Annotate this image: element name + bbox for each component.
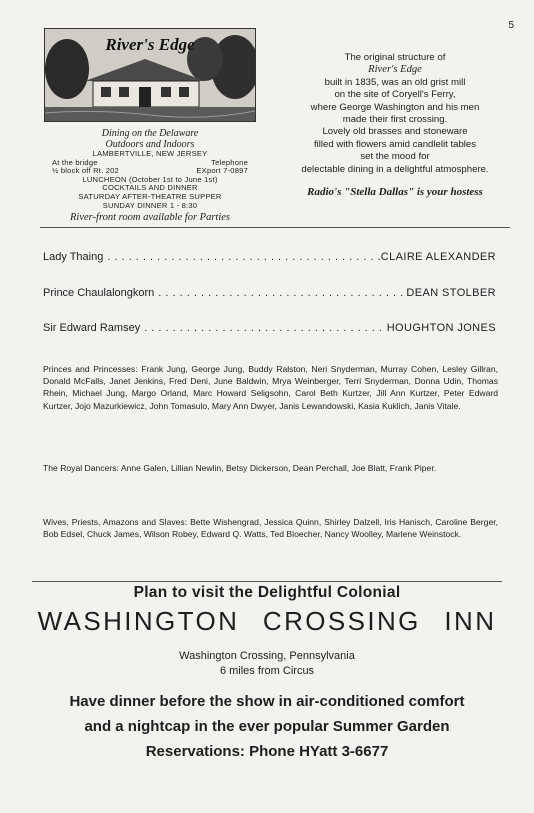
leader-dots [140,322,387,334]
cast-role: Lady Thaing [43,251,104,263]
inn-promo-line: and a nightcap in the ever popular Summer Garden [84,718,450,735]
page-number: 5 [508,20,514,31]
description-line: made their first crossing. [342,114,448,126]
rivers-edge-description [266,52,524,198]
divider-top [40,227,510,228]
description-line: on the site of Coryell's Ferry, [334,89,456,101]
description-line: Lovely old brasses and stoneware [322,126,468,138]
cast-actor: HOUGHTON JONES [386,322,496,334]
cast-line [43,287,496,299]
ensemble-princes: Princes and Princesses: Frank Jung, George Jung, Buddy Ralston, Neri Snyderman, Murray Cohen, Lesley Gillran, Donald McFalls, Janet Jenkins, Fred Deni, June Baldwin, Mrya Weinberger, Terri Snyderman, Donna Udin, Thomas Rhein, Michael Jung, Margo Orland, Marc Howard Seligsohn, Carol Beth Kurtzer, Jill Ann Kurtzer, Peter Edward Kurtzer, Jojo Mazurkiewicz, John Tomasulo, Mary Ann Dwyer, Janis Lewandowski, Kasia Kuklich, Janis Vitale. [43,364,498,411]
ensemble-wives-priests: Wives, Priests, Amazons and Slaves: Bette Wishengrad, Jessica Quinn, Shirley Dalzell, Iris Hanisch, Caroline Berger, Bob Edsel, Chuck James, Wilson Robey, Edward Q. Watts, Ted Bloecher, Nancy Woolley, Marlene Weinstock. [43,517,498,540]
rivers-edge-location: LAMBERTVILLE, NEW JERSEY [92,149,208,158]
dining-line-2: Outdoors and Indoors [105,139,195,150]
inn-plan-text: Plan to visit the Delightful Colonial [133,584,401,601]
bridge-text: At the bridge [52,157,98,167]
inn-promo-line: Have dinner before the show in air-conditioned comfort [69,693,465,710]
washington-inn-ad [20,584,514,764]
cast-actor: CLAIRE ALEXANDER [380,251,496,263]
description-title: River's Edge [368,64,422,76]
inn-reservations: Reservations: Phone HYatt 3-6677 [145,743,389,760]
luncheon-text: LUNCHEON (October 1st to June 1st) [82,174,218,184]
block-text: ½ block off Rt. 202 [52,166,119,176]
dining-line-1: Dining on the Delaware [101,128,199,139]
cast-actor: DEAN STOLBER [406,287,496,299]
sunday-text: SUNDAY DINNER 1 - 8:30 [102,200,198,210]
ensemble-royal-dancers: The Royal Dancers: Anne Galen, Lillian Newlin, Betsy Dickerson, Dean Perchall, Joe Blatt, Frank Piper. [43,463,437,473]
saturday-text: SATURDAY AFTER-THEATRE SUPPER [78,191,222,201]
leader-dots [154,287,406,299]
telephone-label: Telephone [211,157,248,167]
hostess-text: Radio's "Stella Dallas" is your hostess [307,186,483,199]
rivers-edge-logo-text: River's Edge [105,35,195,54]
divider-bottom [32,581,502,582]
inn-location: Washington Crossing, Pennsylvania [179,650,355,662]
cast-role: Prince Chaulalongkorn [43,287,155,299]
parties-text: River-front room available for Parties [70,212,230,224]
cast-line [43,251,496,263]
inn-name: WASHINGTON CROSSING INN [37,606,497,636]
rivers-edge-ad [40,28,260,223]
description-line: The original structure of [344,52,446,63]
cast-line [43,322,496,334]
description-line: built in 1835, was an old grist mill [324,76,466,88]
inn-distance: 6 miles from Circus [219,665,315,677]
description-line: set the mood for [360,151,430,163]
telephone-number: EXport 7-0897 [196,166,248,176]
rivers-edge-logo [44,28,256,122]
cast-role: Sir Edward Ramsey [43,322,141,334]
cocktails-text: COCKTAILS AND DINNER [102,183,198,193]
description-line: where George Washington and his men [310,101,480,113]
leader-dots [103,251,380,263]
description-line: filled with flowers amid candlelit tables [313,138,477,150]
description-line: delectable dining in a delightful atmosphere. [301,163,489,175]
